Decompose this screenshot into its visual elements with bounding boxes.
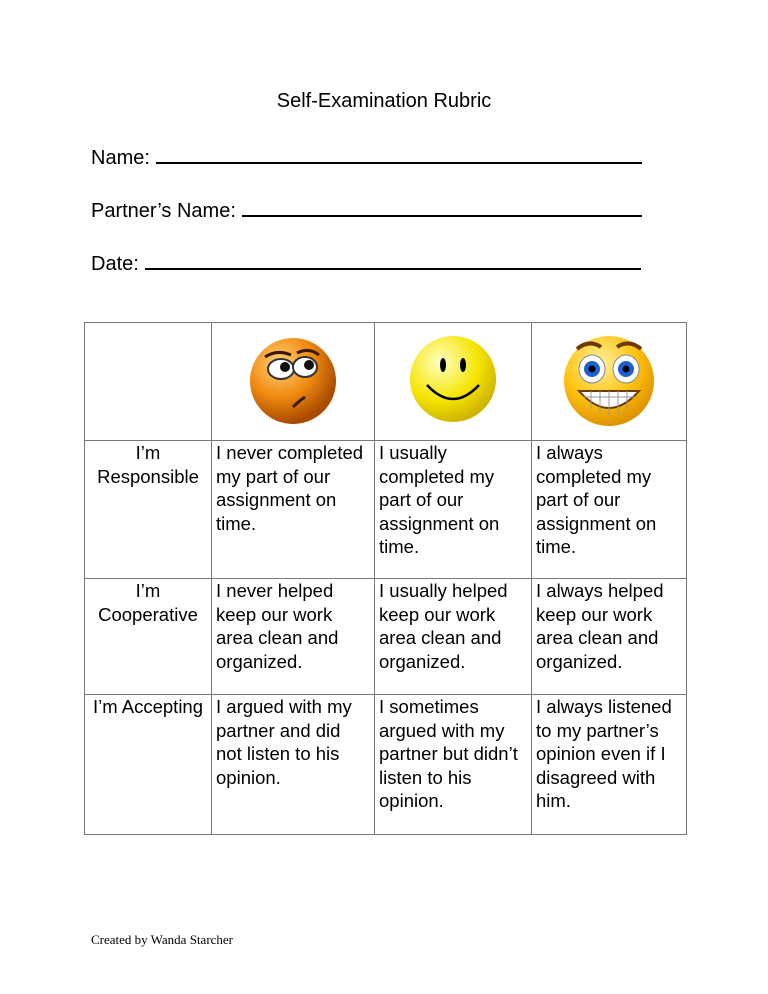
rubric-table bbox=[84, 322, 687, 835]
cell-responsible-usually: I usually completed my part of our assignment on time. bbox=[375, 441, 532, 579]
row-label-accepting: I’m Accepting bbox=[85, 695, 212, 835]
smiley-face-icon bbox=[407, 333, 499, 425]
cell-responsible-always: I always completed my part of our assignment on time. bbox=[532, 441, 687, 579]
cell-cooperative-usually: I usually helped keep our work area clean and organized. bbox=[375, 579, 532, 695]
footer-credit: Created by Wanda Starcher bbox=[91, 932, 234, 947]
cell-accepting-sometimes: I sometimes argued with my partner but didn’t listen to his opinion. bbox=[375, 695, 532, 835]
date-label: Date: bbox=[91, 253, 139, 275]
rubric-row-responsible bbox=[85, 441, 687, 579]
grinning-face-icon bbox=[559, 329, 659, 429]
rubric-row-cooperative bbox=[85, 579, 687, 695]
face-cell-never bbox=[212, 323, 375, 441]
date-field bbox=[91, 252, 641, 276]
row-label-responsible: I’m Responsible bbox=[85, 441, 212, 579]
partner-name-label: Partner’s Name: bbox=[91, 200, 236, 222]
date-blank-line[interactable] bbox=[145, 252, 641, 270]
partner-name-blank-line[interactable] bbox=[242, 199, 642, 217]
face-cell-always bbox=[532, 323, 687, 441]
row-label-cooperative: I’m Cooperative bbox=[85, 579, 212, 695]
name-label: Name: bbox=[91, 147, 150, 169]
name-blank-line[interactable] bbox=[156, 146, 642, 164]
cell-cooperative-always: I always helped keep our work area clean and organized. bbox=[532, 579, 687, 695]
empty-corner-cell bbox=[85, 323, 212, 441]
partner-name-field bbox=[91, 199, 642, 223]
faces-row bbox=[85, 323, 687, 441]
rubric-row-accepting bbox=[85, 695, 687, 835]
cell-accepting-never: I argued with my partner and did not listen to his opinion. bbox=[212, 695, 375, 835]
cell-accepting-always: I always listened to my partner’s opinion even if I disagreed with him. bbox=[532, 695, 687, 835]
cell-responsible-never: I never completed my part of our assignment on time. bbox=[212, 441, 375, 579]
name-field bbox=[91, 146, 642, 170]
face-cell-usually bbox=[375, 323, 532, 441]
page-title: Self-Examination Rubric bbox=[276, 90, 492, 112]
cell-cooperative-never: I never helped keep our work area clean and organized. bbox=[212, 579, 375, 695]
worried-face-icon bbox=[247, 331, 339, 427]
